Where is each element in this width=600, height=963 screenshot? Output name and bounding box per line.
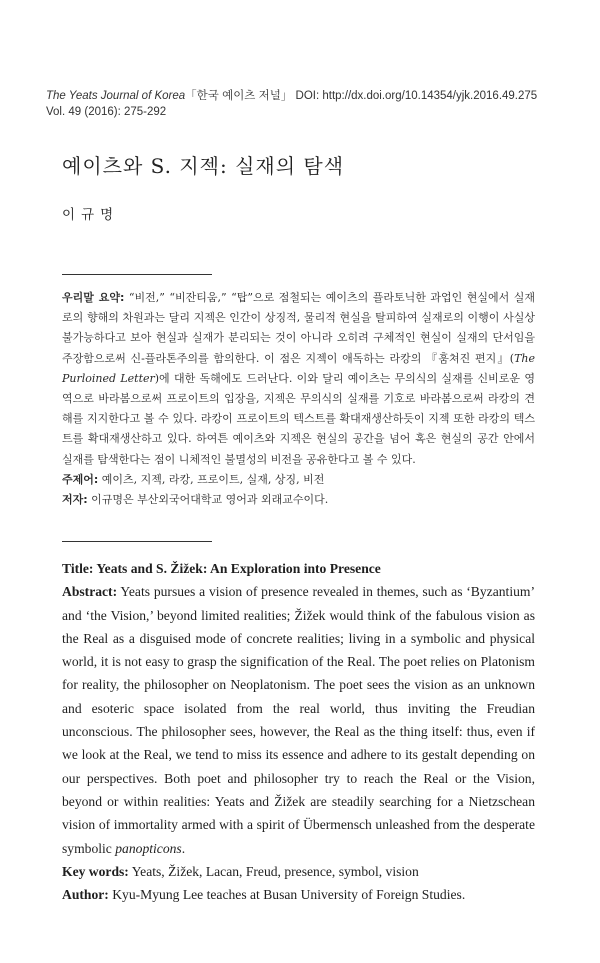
english-abstract-text: Yeats pursues a vision of presence revealed in themes, such as ‘Byzantium’ and ‘the Vision,’ beyond limited realities; Žižek would think of the fabulous vision as the Real as a disguised mode of concrete realities; living in a symbolic and physical world, it is not easy to grasp the signification of the Real. The poet relies on Platonism for reality, the philosopher on Neoplatonism. The poet sees the vision as an unknown and esoteric space isolated from the real world, thus inviting the Freudian unconscious. The philosopher sees, however, the Real as the thing itself: thus, even if we look at the Real, we tend to miss its essence and adhere to its gestalt depending on our perspectives. Both poet and philosopher try to reach the Real or the Vision, beyond or within realities: Yeats and Žižek are steadily searching for a Nietzschean vision of immortality armed with a spirit of Übermensch unleashed from the desperate symbolic bbox=[62, 584, 535, 856]
volume-info: Vol. 49 (2016): 275-292 bbox=[46, 106, 167, 118]
korean-author-text: 이규명은 부산외국어대학교 영어과 외래교수이다. bbox=[87, 493, 329, 507]
korean-keywords-text: 예이츠, 지젝, 라캉, 프로이트, 실재, 상징, 비전 bbox=[98, 472, 325, 486]
purloined-letter-title: The Purloined Letter bbox=[62, 351, 535, 385]
korean-abstract-text-2: )에 대한 독해에도 드러난다. 이와 달리 예이츠는 무의식의 실재를 신비로운 영역으로 바라봄으로써 프로이트의 입장을, 지젝은 무의식의 실재를 기호로 바라봄으로써 라캉의 견해를 지지한다고 볼 수 있다. 라캉이 프로이트의 텍스트를 확대재생산하듯이 지젝 또한 라캉의 텍스트를 확대재생산하고 있다. 하여튼 예이츠와 지젝은 현실의 공간을 넘어 혹은 현실의 공간 안에서 실재를 탐색한다는 점이 니체적인 불멸성의 비전을 공유한다고 볼 수 있다. bbox=[62, 371, 535, 466]
doi-link[interactable]: DOI: http://dx.doi.org/10.14354/yjk.2016.49.275 bbox=[295, 90, 538, 102]
journal-citation-line bbox=[46, 88, 566, 104]
english-author-text: Kyu-Myung Lee teaches at Busan University of Foreign Studies. bbox=[108, 887, 466, 903]
korean-abstract bbox=[62, 288, 535, 510]
section-divider-top bbox=[62, 274, 212, 275]
panopticons-term: panopticons bbox=[115, 840, 182, 856]
english-abstract-body bbox=[62, 580, 535, 860]
korean-abstract-text-1: “비전,” “비잔티움,” “탑”으로 점철되는 예이츠의 플라토닉한 과업인 현실에서 실재로의 향해의 차원과는 달리 지젝은 인간이 상징적, 물리적 현실을 탈피하여 실재로의 이행이 사실상 불가능하다고 보아 현실과 실재가 분리되는 것이 아니라 오히려 구체적인 현실이 실재의 단서임을 주장함으로써 신-플라톤주의를 함의한다. 이 점은 지젝이 애독하는 라캉의 『훔쳐진 편지』( bbox=[62, 291, 536, 365]
article-title-ko: 예이츠와 S. 지젝: 실재의 탐색 bbox=[62, 154, 345, 178]
english-title: Title: Yeats and S. Žižek: An Exploration into Presence bbox=[62, 561, 381, 576]
korean-author-label: 저자: bbox=[62, 493, 88, 507]
english-abstract bbox=[62, 557, 535, 906]
english-author-info bbox=[62, 883, 535, 906]
korean-abstract-label: 우리말 요약: bbox=[62, 291, 125, 304]
section-divider-bottom bbox=[62, 541, 212, 542]
journal-name: The Yeats Journal of Korea bbox=[46, 90, 186, 102]
korean-abstract-body bbox=[62, 288, 535, 470]
korean-keywords-label: 주제어: bbox=[62, 472, 99, 486]
journal-name-ko: 「한국 예이츠 저널」 bbox=[185, 90, 293, 102]
korean-author-info bbox=[62, 490, 535, 510]
journal-header bbox=[46, 88, 566, 120]
english-keywords-text: Yeats, Žižek, Lacan, Freud, presence, symbol, vision bbox=[128, 863, 419, 879]
english-keywords bbox=[62, 860, 535, 883]
english-keywords-label: Key words: bbox=[62, 863, 129, 879]
author-name-ko: 이규명 bbox=[62, 207, 120, 223]
korean-keywords bbox=[62, 470, 535, 490]
english-abstract-end: . bbox=[181, 840, 186, 856]
english-author-label: Author: bbox=[62, 887, 109, 903]
english-abstract-label: Abstract: bbox=[62, 584, 118, 600]
